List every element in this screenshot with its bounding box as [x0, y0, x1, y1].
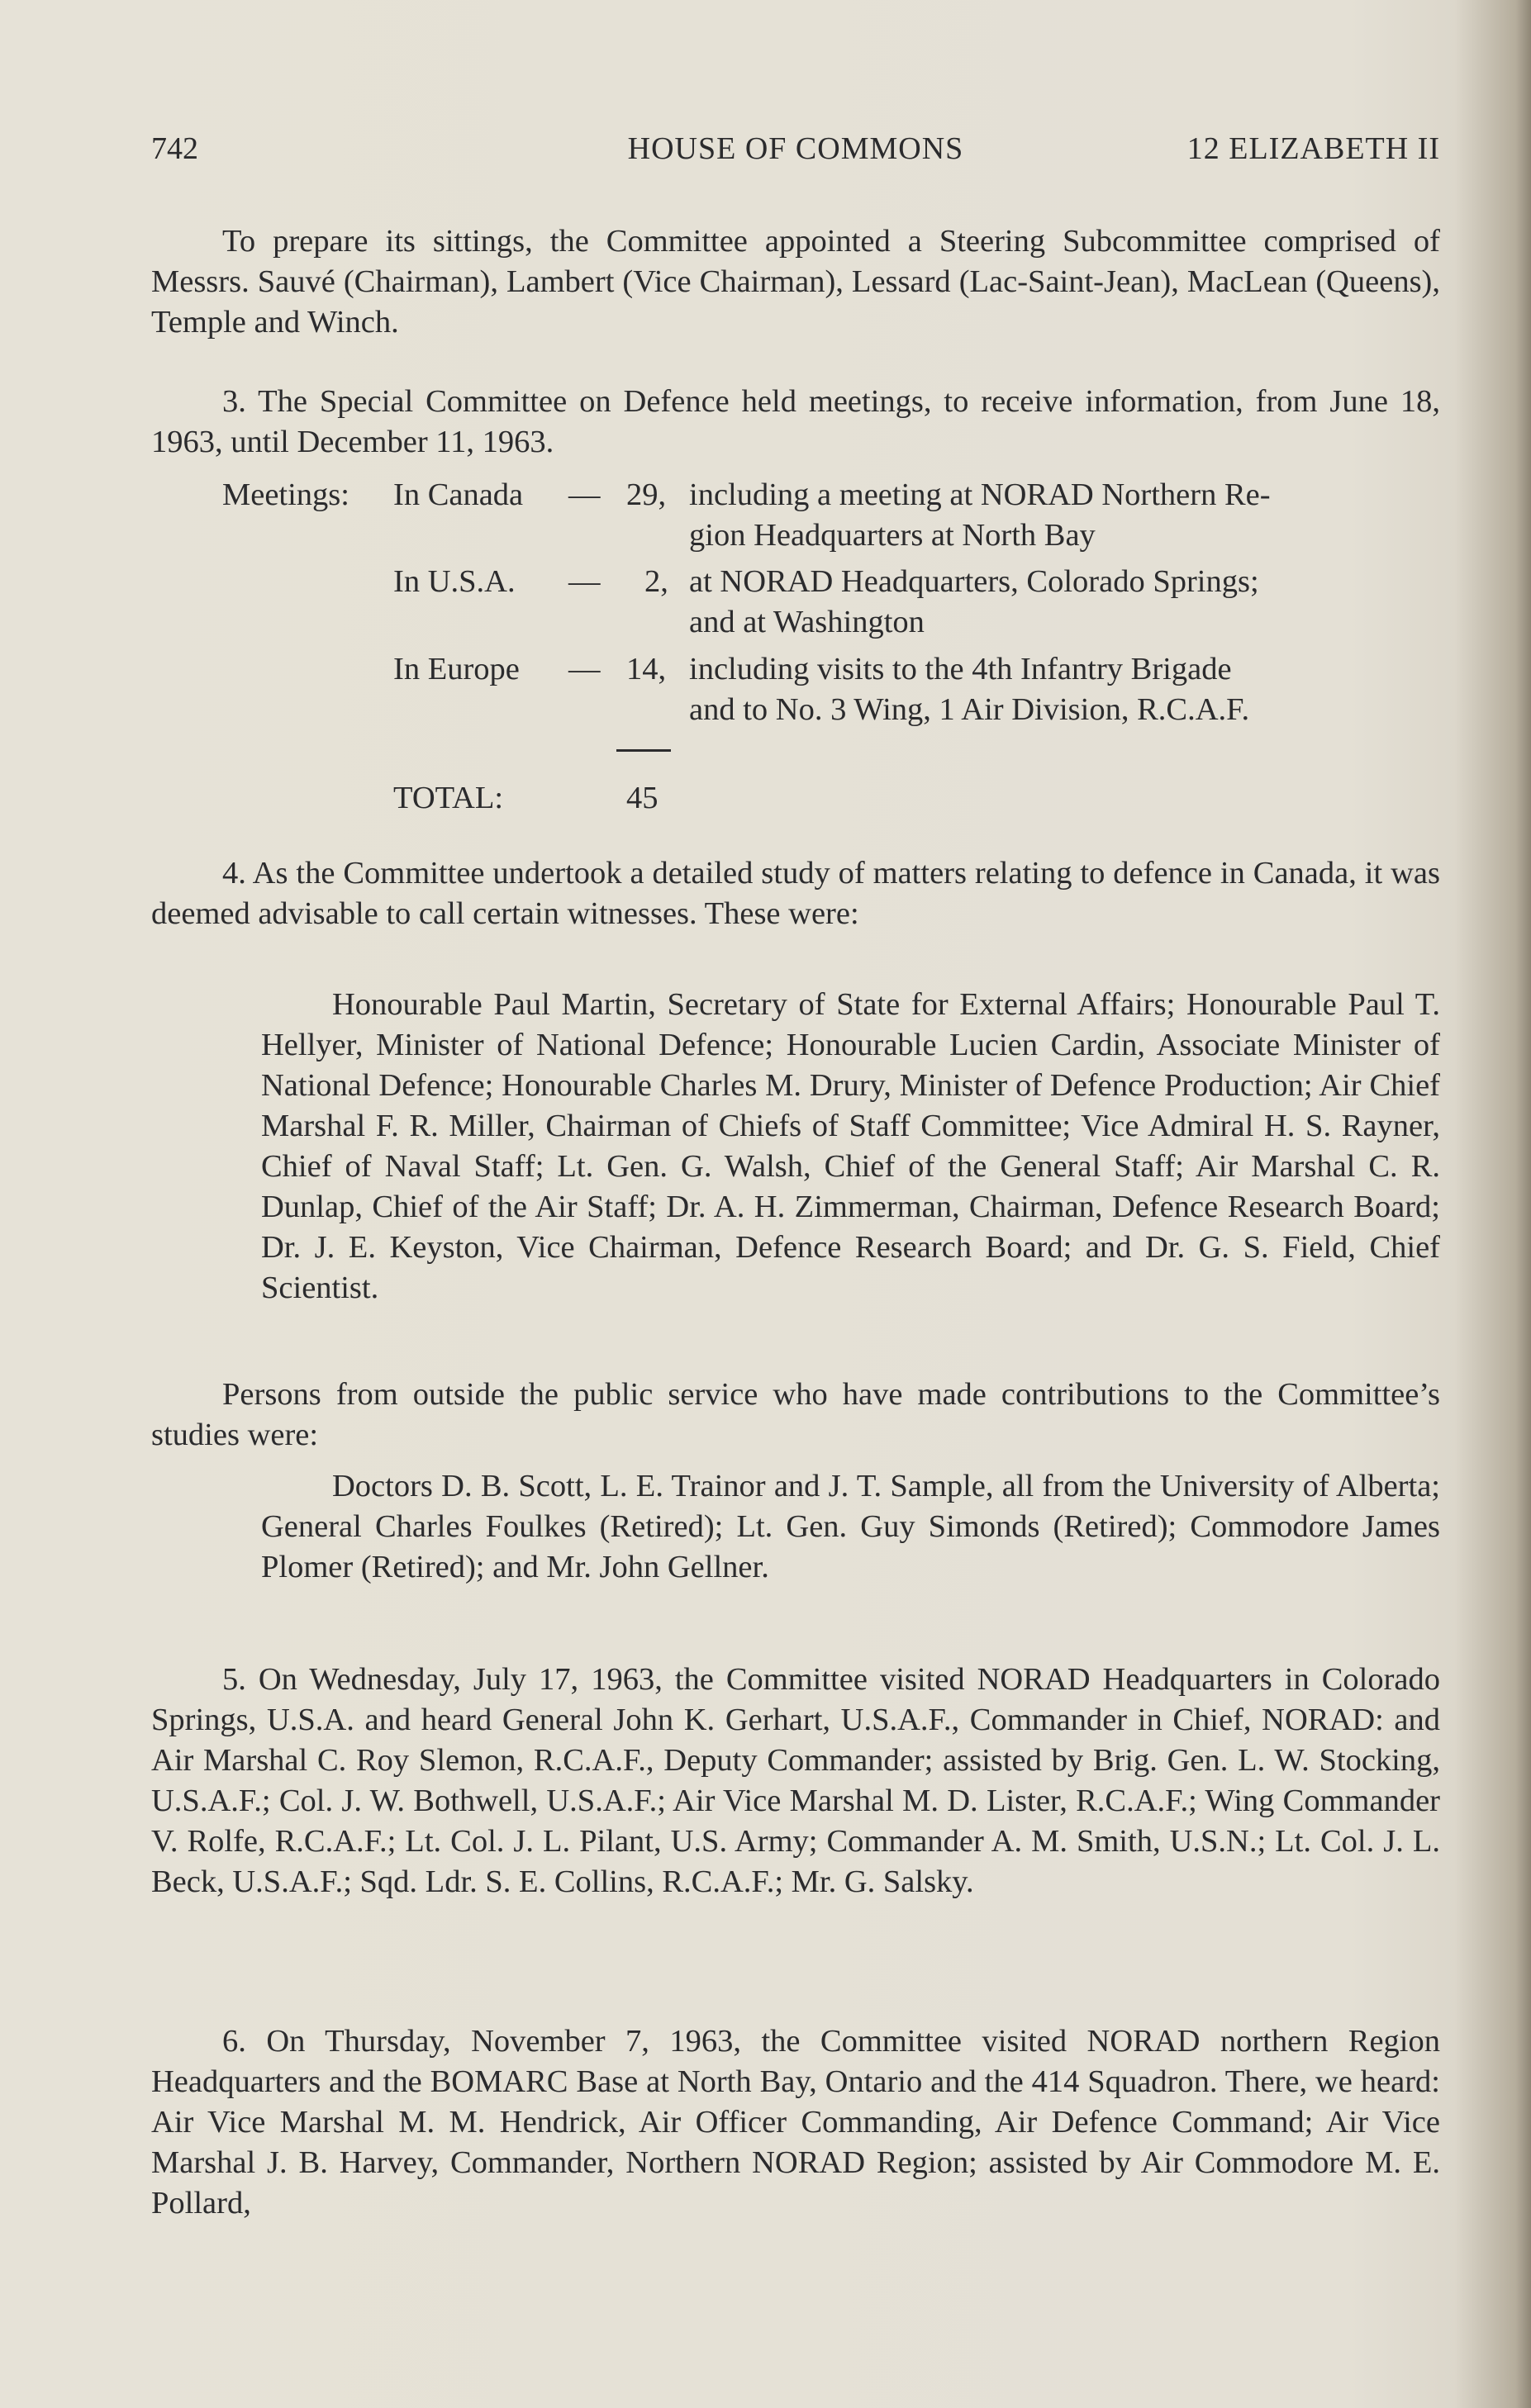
meeting-count: 2, [644, 564, 668, 599]
total-rule [616, 749, 671, 752]
paragraph-6: 6. On Thursday, November 7, 1963, the Committee visited NORAD northern Region Headquarters and the BOMARC Base at North Bay, Ontario and the 414 Squadron. There, we heard: Air Vice Marshal M. M. Hendrick, Air Officer Commanding, Air Defence Command; Air Vice Marshal J. B. Harvey, Commander, Northern NORAD Region; assisted by Air Commodore M. E. Pollard, [151, 2024, 1440, 2220]
meeting-dash: — [568, 564, 601, 599]
meeting-place: In Europe [393, 652, 520, 686]
total-value: 45 [626, 781, 659, 815]
meeting-place: In Canada [393, 477, 524, 512]
paragraph-outside-persons: Persons from outside the public service who have made contributions to the Committee’s studies were: [151, 1377, 1440, 1452]
meeting-description-cont: gion Headquarters at North Bay [689, 518, 1096, 553]
meeting-dash: — [568, 477, 601, 512]
header-title: HOUSE OF COMMONS [627, 131, 964, 166]
meeting-dash: — [568, 652, 601, 686]
header-session: 12 ELIZABETH II [1186, 131, 1440, 166]
paragraph-steering-subcommittee: To prepare its sittings, the Committee appointed a Steering Subcommittee comprised of Messrs. Sauvé (Chairman), Lambert (Vice Chairman), Lessard (Lac-Saint-Jean), MacLean (Queens), Temple and Winch. [151, 224, 1440, 340]
witness-list: Honourable Paul Martin, Secretary of State for External Affairs; Honourable Paul T. Hellyer, Minister of National Defence; Honourable Lucien Cardin, Associate Minister of National Defence; Honourable Charles M. Drury, Minister of Defence Production; Air Chief Marshal F. R. Miller, Chairman of Chiefs of Staff Committee; Vice Admiral H. S. Rayner, Chief of Naval Staff; Lt. Gen. G. Walsh, Chief of the General Staff; Air Marshal C. R. Dunlap, Chief of the Air Staff; Dr. A. H. Zimmerman, Chairman, Defence Research Board; Dr. J. E. Keyston, Vice Chairman, Defence Research Board; and Dr. G. S. Field, Chief Scientist. [261, 987, 1440, 1305]
meeting-count: 29, [626, 477, 667, 512]
paragraph-5: 5. On Wednesday, July 17, 1963, the Committee visited NORAD Headquarters in Colorado Springs, U.S.A. and heard General John K. Gerhart, U.S.A.F., Commander in Chief, NORAD: and Air Marshal C. Roy Slemon, R.C.A.F., Deputy Commander; assisted by Brig. Gen. L. W. Stocking, U.S.A.F.; Col. J. W. Bothwell, U.S.A.F.; Air Vice Marshal M. D. Lister, R.C.A.F.; Wing Commander V. Rolfe, R.C.A.F.; Lt. Col. J. L. Pilant, U.S. Army; Commander A. M. Smith, U.S.N.; Lt. Col. J. L. Beck, U.S.A.F.; Sqd. Ldr. S. E. Collins, R.C.A.F.; Mr. G. Salsky. [151, 1662, 1440, 1899]
paragraph-3: 3. The Special Committee on Defence held meetings, to receive information, from June 18, 1963, until December 11, 1963. [151, 384, 1440, 459]
outside-persons-list: Doctors D. B. Scott, L. E. Trainor and J. T. Sample, all from the University of Alberta; General Charles Foulkes (Retired); Lt. Gen. Guy Simonds (Retired); Commodore James Plomer (Retired); and Mr. John Gellner. [261, 1469, 1440, 1584]
total-label: TOTAL: [393, 781, 504, 815]
meeting-description: at NORAD Headquarters, Colorado Springs; [689, 564, 1259, 599]
meeting-description-cont: and at Washington [689, 605, 925, 639]
meeting-description: including a meeting at NORAD Northern Re- [689, 477, 1271, 512]
meetings-label: Meetings: [222, 477, 349, 512]
paragraph-4: 4. As the Committee undertook a detailed study of matters relating to defence in Canada, it was deemed advisable to call certain witnesses. These were: [151, 856, 1440, 931]
meeting-description: including visits to the 4th Infantry Brigade [689, 652, 1232, 686]
running-header [151, 131, 1440, 172]
meeting-description-cont: and to No. 3 Wing, 1 Air Division, R.C.A.F. [689, 692, 1250, 727]
page-number: 742 [151, 131, 198, 166]
meeting-place: In U.S.A. [393, 564, 516, 599]
meeting-count: 14, [626, 652, 667, 686]
